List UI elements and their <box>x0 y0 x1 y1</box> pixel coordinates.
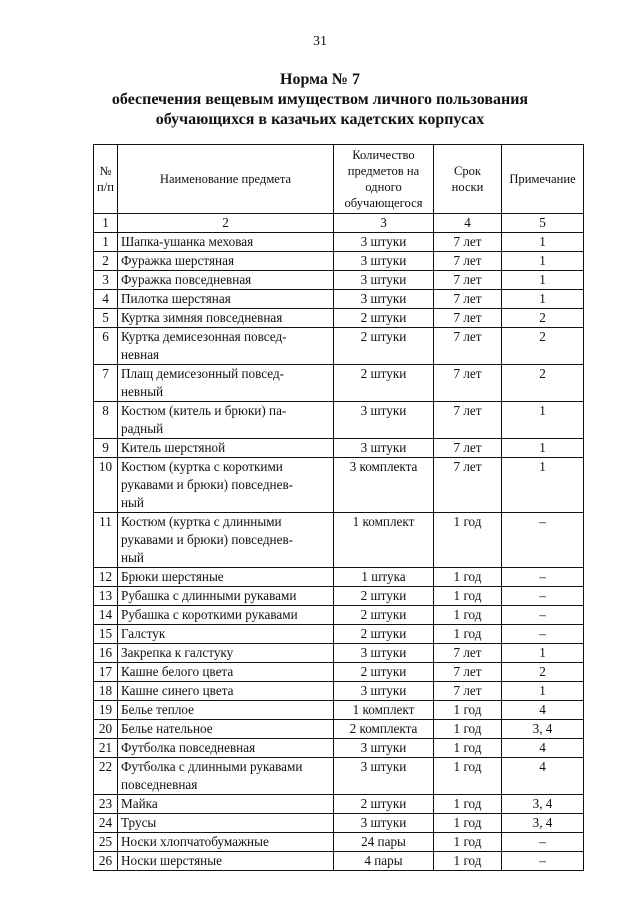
item-name-line: Плащ демисезонный повсед- <box>121 366 285 381</box>
row-number: 12 <box>94 568 118 587</box>
item-note: – <box>502 587 584 606</box>
table-row <box>94 271 584 290</box>
item-name-line: Кашне белого цвета <box>121 664 234 679</box>
row-number: 6 <box>94 328 118 365</box>
item-note: 1 <box>502 290 584 309</box>
row-number: 5 <box>94 309 118 328</box>
item-note: – <box>502 606 584 625</box>
item-quantity: 3 штуки <box>334 644 434 663</box>
item-name <box>118 233 334 252</box>
item-quantity: 3 комплекта <box>334 458 434 513</box>
table-row <box>94 625 584 644</box>
row-number: 21 <box>94 739 118 758</box>
item-name-line: Китель шерстяной <box>121 440 226 455</box>
item-term: 7 лет <box>434 682 502 701</box>
item-name-line: Фуражка шерстяная <box>121 253 235 268</box>
item-quantity: 2 штуки <box>334 365 434 402</box>
row-number: 17 <box>94 663 118 682</box>
item-name-line: ный <box>121 495 144 510</box>
row-number: 19 <box>94 701 118 720</box>
item-term: 1 год <box>434 606 502 625</box>
title-line-1: Норма № 7 <box>280 71 360 88</box>
header-qty: Количество предметов на одного обучающегося <box>334 145 434 214</box>
item-term: 7 лет <box>434 644 502 663</box>
item-name <box>118 720 334 739</box>
item-name-line: Куртка демисезонная повсед- <box>121 329 287 344</box>
item-term: 7 лет <box>434 309 502 328</box>
row-number: 2 <box>94 252 118 271</box>
item-name <box>118 833 334 852</box>
table-row <box>94 852 584 871</box>
item-note: 4 <box>502 758 584 795</box>
item-term: 1 год <box>434 587 502 606</box>
row-number: 9 <box>94 439 118 458</box>
item-name-line: Галстук <box>121 626 166 641</box>
row-number: 16 <box>94 644 118 663</box>
item-name <box>118 795 334 814</box>
item-note: – <box>502 852 584 871</box>
column-index-row <box>94 214 584 233</box>
item-note: 1 <box>502 271 584 290</box>
title-line-3: обучающихся в казачьих кадетских корпусах <box>155 111 485 128</box>
table-row <box>94 252 584 271</box>
table-row <box>94 701 584 720</box>
item-name <box>118 682 334 701</box>
document-title <box>0 70 640 130</box>
column-index: 2 <box>118 214 334 233</box>
item-name <box>118 568 334 587</box>
item-name <box>118 663 334 682</box>
item-name-line: Костюм (куртка с длинными <box>121 514 282 529</box>
row-number: 24 <box>94 814 118 833</box>
item-name <box>118 439 334 458</box>
table-row <box>94 402 584 439</box>
item-term: 1 год <box>434 795 502 814</box>
table-row <box>94 587 584 606</box>
row-number: 22 <box>94 758 118 795</box>
item-quantity: 3 штуки <box>334 682 434 701</box>
column-index: 4 <box>434 214 502 233</box>
item-note: 3, 4 <box>502 814 584 833</box>
row-number: 25 <box>94 833 118 852</box>
table-row <box>94 795 584 814</box>
item-name-line: Футболка повседневная <box>121 740 256 755</box>
item-note: – <box>502 833 584 852</box>
item-note: 4 <box>502 739 584 758</box>
table-row <box>94 644 584 663</box>
item-name-line: радный <box>121 421 164 436</box>
item-quantity: 1 комплект <box>334 513 434 568</box>
item-note: 2 <box>502 365 584 402</box>
item-name-line: Белье теплое <box>121 702 195 717</box>
row-number: 13 <box>94 587 118 606</box>
item-note: 1 <box>502 644 584 663</box>
title-line-2: обеспечения вещевым имуществом личного пользования <box>111 91 529 108</box>
item-term: 1 год <box>434 814 502 833</box>
item-name <box>118 701 334 720</box>
item-note: 4 <box>502 701 584 720</box>
item-name-line: Носки шерстяные <box>121 853 222 868</box>
header-term: Срок носки <box>434 145 502 214</box>
table-row <box>94 758 584 795</box>
item-note: 1 <box>502 439 584 458</box>
item-quantity: 2 штуки <box>334 309 434 328</box>
item-quantity: 2 штуки <box>334 328 434 365</box>
item-name <box>118 606 334 625</box>
item-note: 2 <box>502 328 584 365</box>
item-quantity: 3 штуки <box>334 814 434 833</box>
item-note: 3, 4 <box>502 720 584 739</box>
item-name-line: ный <box>121 550 144 565</box>
item-quantity: 3 штуки <box>334 739 434 758</box>
table-row <box>94 233 584 252</box>
item-quantity: 3 штуки <box>334 439 434 458</box>
item-term: 7 лет <box>434 663 502 682</box>
table-row <box>94 663 584 682</box>
row-number: 1 <box>94 233 118 252</box>
item-name <box>118 814 334 833</box>
item-name-line: Рубашка с длинными рукавами <box>121 588 297 603</box>
item-quantity: 3 штуки <box>334 758 434 795</box>
item-name-line: невный <box>121 384 164 399</box>
item-name-line: Костюм (куртка с короткими <box>121 459 283 474</box>
table-row <box>94 814 584 833</box>
item-quantity: 3 штуки <box>334 252 434 271</box>
item-note: 2 <box>502 309 584 328</box>
item-note: 2 <box>502 663 584 682</box>
table-row <box>94 439 584 458</box>
item-quantity: 4 пары <box>334 852 434 871</box>
table-body <box>94 233 584 871</box>
header-note: Примечание <box>502 145 584 214</box>
item-name <box>118 271 334 290</box>
item-note: 1 <box>502 402 584 439</box>
item-name-line: Кашне синего цвета <box>121 683 234 698</box>
header-row <box>94 145 584 214</box>
item-name-line: невная <box>121 347 160 362</box>
table-row <box>94 606 584 625</box>
table-row <box>94 720 584 739</box>
item-name <box>118 625 334 644</box>
item-name-line: Пилотка шерстяная <box>121 291 231 306</box>
item-quantity: 3 штуки <box>334 402 434 439</box>
item-term: 7 лет <box>434 365 502 402</box>
item-name <box>118 739 334 758</box>
item-name-line: Брюки шерстяные <box>121 569 224 584</box>
item-quantity: 24 пары <box>334 833 434 852</box>
item-quantity: 2 штуки <box>334 663 434 682</box>
item-name-line: Футболка с длинными рукавами <box>121 759 303 774</box>
item-name <box>118 852 334 871</box>
column-index: 5 <box>502 214 584 233</box>
item-quantity: 1 комплект <box>334 701 434 720</box>
item-term: 7 лет <box>434 328 502 365</box>
item-term: 7 лет <box>434 439 502 458</box>
item-term: 1 год <box>434 513 502 568</box>
item-term: 7 лет <box>434 458 502 513</box>
item-name <box>118 402 334 439</box>
norm-table <box>93 144 584 871</box>
item-note: – <box>502 568 584 587</box>
item-name-line: повседневная <box>121 777 198 792</box>
item-quantity: 2 штуки <box>334 795 434 814</box>
item-name-line: рукавами и брюки) повседнев- <box>121 477 294 492</box>
item-name-line: Фуражка повседневная <box>121 272 252 287</box>
item-name-line: Майка <box>121 796 158 811</box>
table-row <box>94 568 584 587</box>
header-name: Наименование предмета <box>118 145 334 214</box>
item-name <box>118 644 334 663</box>
row-number: 15 <box>94 625 118 644</box>
item-term: 7 лет <box>434 252 502 271</box>
table-row <box>94 328 584 365</box>
row-number: 11 <box>94 513 118 568</box>
item-quantity: 3 штуки <box>334 271 434 290</box>
item-quantity: 2 штуки <box>334 625 434 644</box>
item-note: 1 <box>502 252 584 271</box>
row-number: 4 <box>94 290 118 309</box>
item-name <box>118 587 334 606</box>
row-number: 10 <box>94 458 118 513</box>
page-number: 31 <box>313 34 327 49</box>
item-quantity: 2 штуки <box>334 606 434 625</box>
item-term: 1 год <box>434 739 502 758</box>
row-number: 3 <box>94 271 118 290</box>
row-number: 23 <box>94 795 118 814</box>
item-term: 1 год <box>434 833 502 852</box>
item-term: 1 год <box>434 625 502 644</box>
item-term: 7 лет <box>434 271 502 290</box>
item-note: 3, 4 <box>502 795 584 814</box>
item-name-line: Костюм (китель и брюки) па- <box>121 403 287 418</box>
header-num: № п/п <box>94 145 118 214</box>
item-term: 7 лет <box>434 290 502 309</box>
item-quantity: 3 штуки <box>334 233 434 252</box>
item-note: – <box>502 625 584 644</box>
item-term: 1 год <box>434 758 502 795</box>
table-row <box>94 682 584 701</box>
column-index: 1 <box>94 214 118 233</box>
row-number: 26 <box>94 852 118 871</box>
item-name <box>118 513 334 568</box>
item-term: 7 лет <box>434 402 502 439</box>
row-number: 20 <box>94 720 118 739</box>
item-name-line: Шапка-ушанка меховая <box>121 234 254 249</box>
item-name-line: Белье нательное <box>121 721 213 736</box>
item-name-line: Закрепка к галстуку <box>121 645 234 660</box>
table-row <box>94 739 584 758</box>
item-name-line: рукавами и брюки) повседнев- <box>121 532 294 547</box>
table-row <box>94 513 584 568</box>
item-name <box>118 365 334 402</box>
item-name-line: Носки хлопчатобумажные <box>121 834 269 849</box>
item-term: 1 год <box>434 701 502 720</box>
table-row <box>94 833 584 852</box>
row-number: 14 <box>94 606 118 625</box>
table-row <box>94 290 584 309</box>
item-note: – <box>502 513 584 568</box>
row-number: 18 <box>94 682 118 701</box>
item-quantity: 2 штуки <box>334 587 434 606</box>
item-name <box>118 458 334 513</box>
item-term: 1 год <box>434 568 502 587</box>
item-name <box>118 252 334 271</box>
item-term: 1 год <box>434 720 502 739</box>
item-note: 1 <box>502 233 584 252</box>
item-note: 1 <box>502 682 584 701</box>
item-note: 1 <box>502 458 584 513</box>
item-quantity: 1 штука <box>334 568 434 587</box>
item-name-line: Куртка зимняя повседневная <box>121 310 283 325</box>
table-row <box>94 458 584 513</box>
item-quantity: 2 комплекта <box>334 720 434 739</box>
table-row <box>94 365 584 402</box>
item-name-line: Трусы <box>121 815 157 830</box>
item-term: 7 лет <box>434 233 502 252</box>
item-quantity: 3 штуки <box>334 290 434 309</box>
item-name <box>118 758 334 795</box>
row-number: 8 <box>94 402 118 439</box>
item-name <box>118 328 334 365</box>
table-row <box>94 309 584 328</box>
column-index: 3 <box>334 214 434 233</box>
item-name <box>118 309 334 328</box>
item-name-line: Рубашка с короткими рукавами <box>121 607 298 622</box>
item-name <box>118 290 334 309</box>
row-number: 7 <box>94 365 118 402</box>
item-term: 1 год <box>434 852 502 871</box>
